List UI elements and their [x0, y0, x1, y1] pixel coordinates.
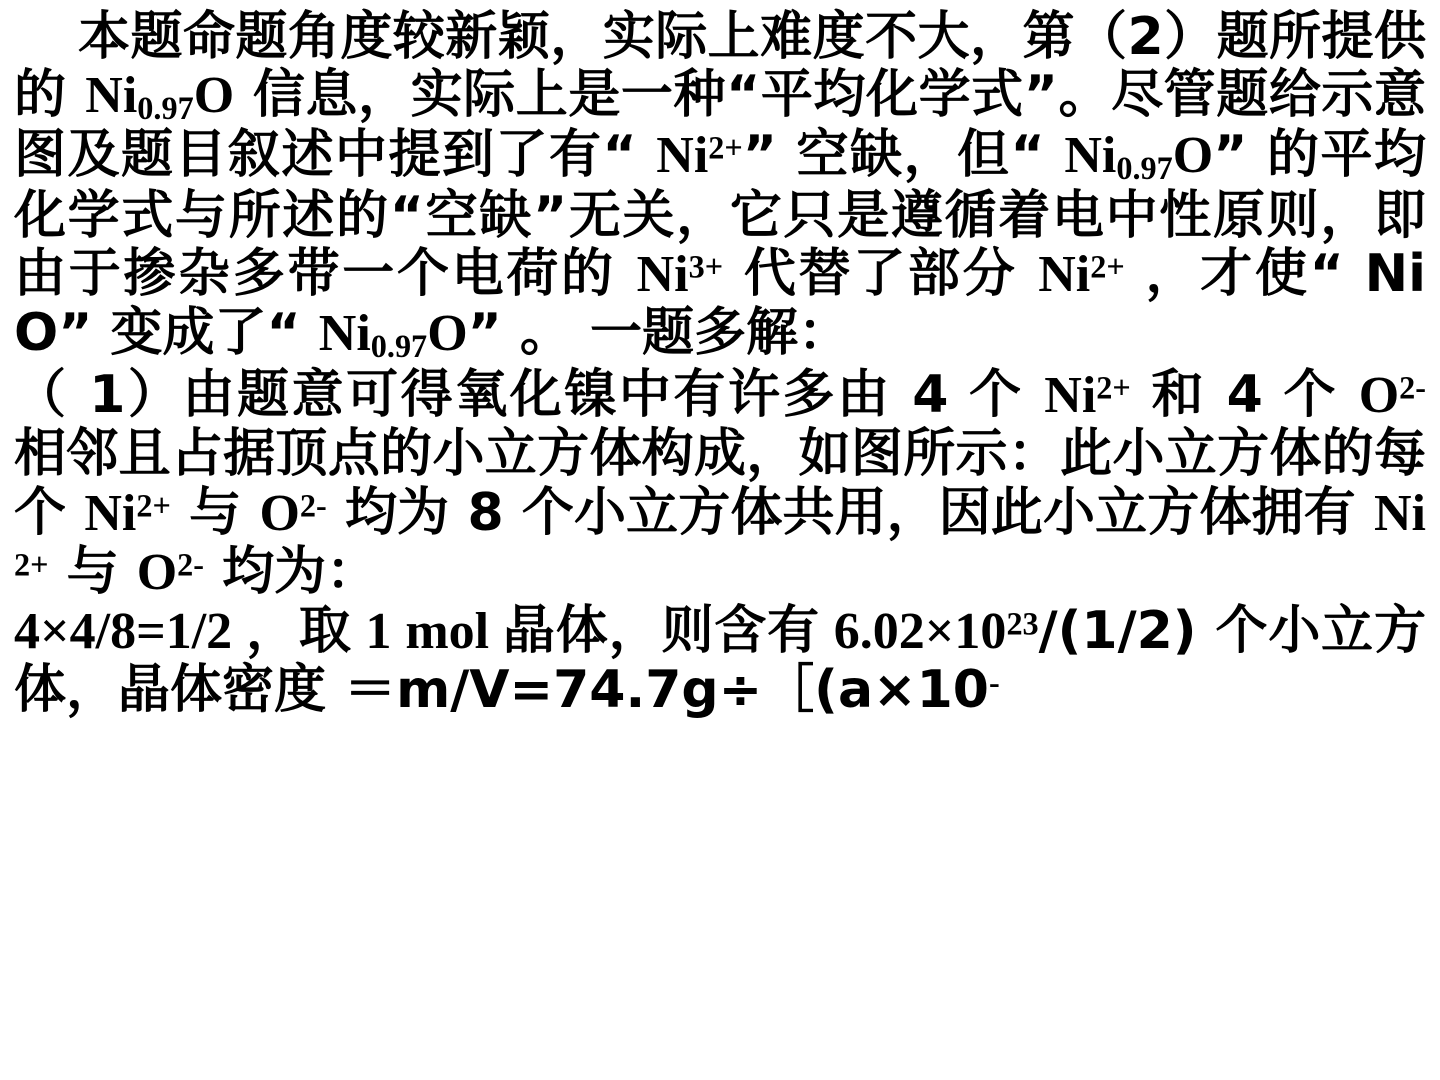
- paragraph-solution-1: [14, 366, 1426, 602]
- formula-ni3plus: [637, 246, 724, 303]
- formula-ni2plus-3: [1044, 367, 1131, 424]
- text-segment: 均为：: [204, 541, 379, 602]
- text-segment: ” 空缺，但“: [742, 125, 1065, 186]
- text-segment: 与: [48, 541, 137, 602]
- text-segment: 相邻且占据顶点的小立方体构成，如图所示：此小立方体的每个: [14, 424, 1426, 543]
- formula-base: Ni: [85, 67, 138, 125]
- text-segment: 均为 8 个小立方体共用，因此小立方体拥有: [326, 482, 1374, 543]
- text-segment: 信息，实际上是一种“平均化学式”。尽管题给示意图及题目叙述中提到了有“: [14, 65, 1426, 186]
- text-segment: 和 4 个: [1130, 365, 1359, 426]
- paragraph-commentary: [14, 8, 1426, 364]
- formula-superscript: 2-: [177, 546, 205, 583]
- formula-superscript: 2-: [299, 487, 327, 524]
- formula-superscript: 3+: [688, 248, 724, 285]
- formula-base: O: [259, 484, 300, 542]
- formula-superscript: 2+: [708, 129, 743, 166]
- formula-superscript: 2+: [1096, 369, 1131, 406]
- formula-base: Ni: [636, 245, 689, 303]
- formula-base: Ni: [1064, 127, 1117, 185]
- formula-base: Ni: [1044, 367, 1097, 425]
- formula-ni2plus-2: [1038, 246, 1125, 303]
- formula-base: Ni: [656, 127, 709, 185]
- text-segment: ” 。 一题多解：: [467, 303, 851, 364]
- formula-ni097o-2: [1064, 127, 1214, 187]
- text-segment: ，才使“ NiO” 变成了“: [14, 243, 1426, 364]
- formula-superscript: 2+: [136, 487, 171, 524]
- text-segment: 代替了部分: [723, 243, 1039, 304]
- formula-superscript: 23: [1006, 605, 1039, 642]
- formula-subscript: 0.97: [370, 328, 428, 365]
- formula-base: Ni: [1374, 484, 1426, 542]
- text-segment: 与: [170, 482, 260, 543]
- formula-o2minus-2: [259, 485, 326, 542]
- formula-ni2plus-4: [84, 485, 171, 542]
- formula-superscript: 2-: [1399, 369, 1426, 406]
- formula-base: Ni: [318, 305, 371, 363]
- text-segment: （ 1）由题意可得氧化镍中有许多由 4 个: [14, 365, 1045, 426]
- formula-superscript: -: [988, 664, 1000, 701]
- formula-ni2plus-1: [656, 127, 743, 184]
- formula-ni097o-1: [85, 67, 235, 127]
- paragraph-calculation: [14, 602, 1426, 720]
- exponent-minus: [989, 662, 1000, 719]
- formula-base: O: [136, 543, 178, 601]
- formula-base: Ni: [84, 484, 137, 542]
- formula-superscript: 2+: [14, 546, 49, 583]
- text-segment: ” 的平均化学式与所述的“空缺”无关，它只是遵循着电中性原则，即由于掺杂多带一个电荷的: [14, 125, 1426, 304]
- formula-ni097o-3: [318, 305, 468, 365]
- formula-subscript: 0.97: [1116, 150, 1173, 187]
- formula-o2minus-1: [1359, 367, 1426, 424]
- formula-o2minus-3: [137, 544, 204, 601]
- text-segment: 本题命题角度较新颖，实际上难度不大，第（2）题所提供的: [14, 7, 1426, 126]
- formula-tail: O: [193, 67, 235, 125]
- formula-subscript: 0.97: [137, 90, 194, 127]
- formula-base: O: [1358, 367, 1400, 425]
- formula-tail: O: [427, 305, 468, 363]
- text-segment: 4×4/8=1/2 ，取 1 mol 晶体，则含有 6.02×10: [14, 603, 1007, 661]
- formula-tail: O: [1172, 127, 1214, 185]
- text-segment: /(1/2) 个小立方体，晶体密度 ＝m/V=74.7g÷［(a×10: [14, 601, 1427, 721]
- formula-base: Ni: [1038, 245, 1091, 303]
- formula-superscript: 2+: [1090, 248, 1125, 285]
- exponent-23: [1006, 603, 1038, 660]
